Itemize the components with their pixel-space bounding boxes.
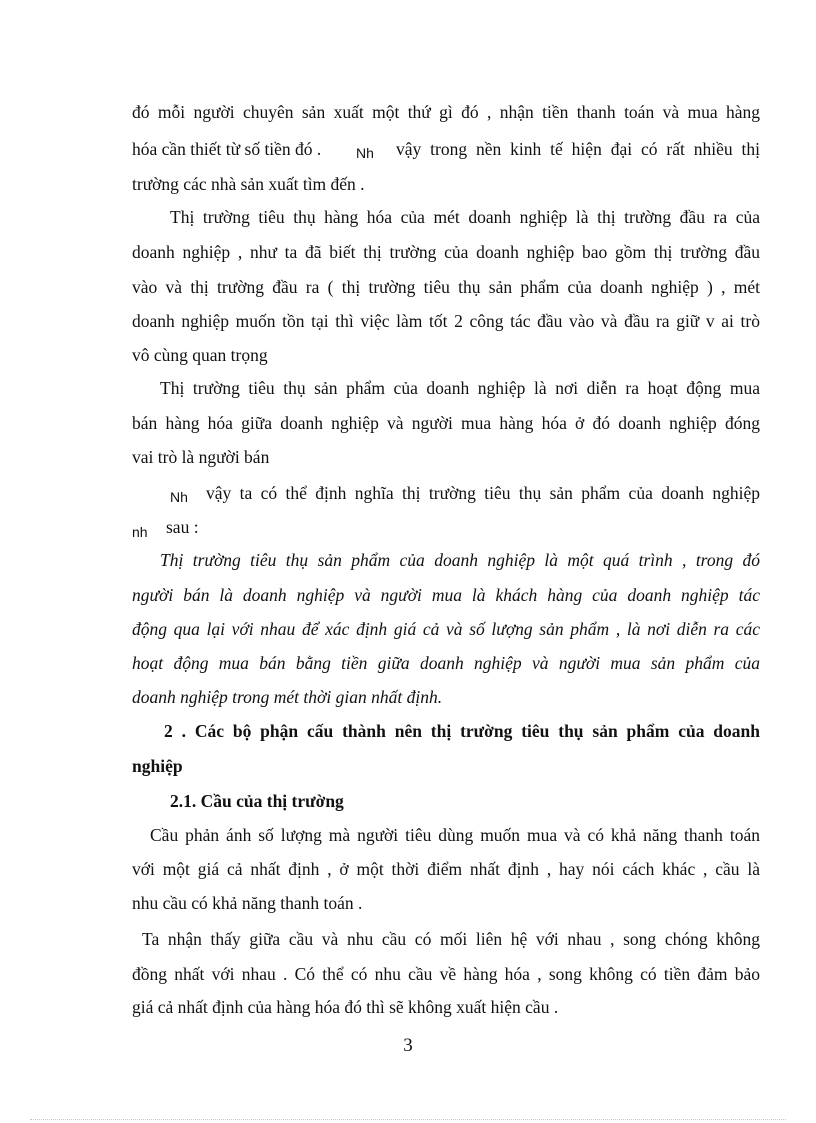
text-line: Thị trường tiêu thụ sản phẩm của doanh nghiệp là nơi diễn ra hoạt động mua <box>160 378 760 398</box>
subsection-heading: 2.1. Cầu của thị trường <box>170 791 344 811</box>
definition-line: doanh nghiệp trong mét thời gian nhất định. <box>132 687 443 707</box>
section-heading: 2 . Các bộ phận cấu thành nên thị trường tiêu thụ sản phẩm của doanh <box>164 721 760 741</box>
text-line: doanh nghiệp , như ta đã biết thị trường của doanh nghiệp bao gồm thị trường đầu <box>132 242 760 262</box>
definition-line: Thị trường tiêu thụ sản phẩm của doanh nghiệp là một quá trình , trong đó <box>160 550 760 570</box>
text-segment: hóa cần thiết từ số tiền đó . <box>132 139 322 159</box>
definition-line: hoạt động mua bán bằng tiền giữa doanh nghiệp và người mua sản phẩm của <box>132 653 760 673</box>
text-line: vô cùng quan trọng <box>132 345 268 365</box>
text-line: Thị trường tiêu thụ hàng hóa của mét doanh nghiệp là thị trường đầu ra của <box>170 207 760 227</box>
page-number: 3 <box>403 1035 413 1056</box>
definition-line: người bán là doanh nghiệp và người mua là khách hàng của doanh nghiệp tác <box>132 585 760 605</box>
text-line: Ta nhận thấy giữa cầu và nhu cầu có mối liên hệ với nhau , song chóng không <box>142 929 760 949</box>
text-line: nhu cầu có khả năng thanh toán . <box>132 893 363 913</box>
page-bottom-divider <box>30 1119 786 1120</box>
text-line: vai trò là người bán <box>132 447 270 467</box>
section-heading: nghiệp <box>132 756 183 776</box>
text-line: đó mỗi người chuyên sản xuất một thứ gì đó , nhận tiền thanh toán và mua hàng <box>132 102 760 122</box>
text-line: sau : <box>166 517 199 537</box>
text-fragment: Nh <box>170 489 188 505</box>
text-fragment: nh <box>132 524 148 540</box>
text-line: đồng nhất với nhau . Có thể có nhu cầu về hàng hóa , song không có tiền đảm bảo <box>132 964 760 984</box>
text-line: vào và thị trường đầu ra ( thị trường tiêu thụ sản phẩm của doanh nghiệp ) , mét <box>132 277 760 297</box>
definition-line: động qua lại với nhau để xác định giá cả và số lượng sản phẩm , là nơi diễn ra các <box>132 619 760 639</box>
text-line: vậy ta có thể định nghĩa thị trường tiêu thụ sản phẩm của doanh nghiệp <box>206 483 760 503</box>
text-line: bán hàng hóa giữa doanh nghiệp và người mua hàng hóa ở đó doanh nghiệp đóng <box>132 413 760 433</box>
text-line: với một giá cả nhất định , ở một thời điểm nhất định , hay nói cách khác , cầu là <box>132 859 760 879</box>
text-line: trường các nhà sản xuất tìm đến . <box>132 174 365 194</box>
text-fragment: Nh <box>356 145 374 161</box>
text-line: vậy trong nền kinh tế hiện đại có rất nhiều thị <box>396 139 760 159</box>
text-line: doanh nghiệp muốn tồn tại thì việc làm tốt 2 công tác đầu vào và đầu ra giữ v ai trò <box>132 311 760 331</box>
text-line: Cầu phản ánh số lượng mà người tiêu dùng muốn mua và có khả năng thanh toán <box>150 825 760 845</box>
text-line: giá cả nhất định của hàng hóa đó thì sẽ không xuất hiện cầu . <box>132 997 559 1017</box>
